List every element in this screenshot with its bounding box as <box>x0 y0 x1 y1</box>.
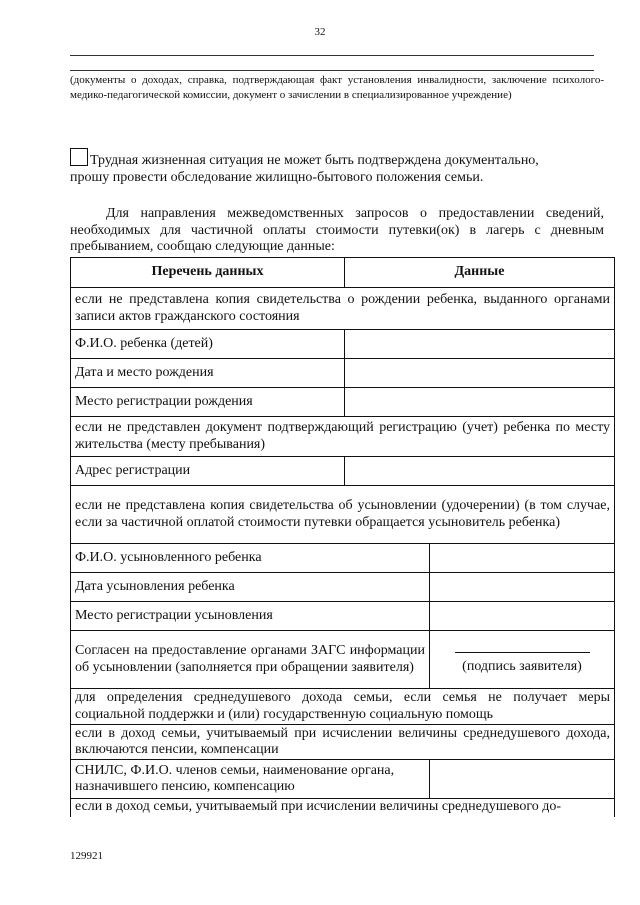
header-data-list: Перечень данных <box>71 258 345 288</box>
section-residence-text: если не представлен документ подтверждающий регистрацию (учет) ребенка по месту жительства (месту пребывания) <box>71 417 615 457</box>
table-row <box>71 457 615 486</box>
birth-date-place-label: Дата и место рождения <box>71 359 345 388</box>
child-name-label: Ф.И.О. ребенка (детей) <box>71 330 345 359</box>
section-pensions-text: если в доход семьи, учитываемый при исчислении величины среднедушевого дохода, включаются пенсии, компенсации <box>71 725 615 760</box>
adopted-child-name-field[interactable] <box>430 544 615 573</box>
signature-line <box>455 652 590 653</box>
registration-address-field[interactable] <box>345 457 615 486</box>
signature-caption: (подпись заявителя) <box>462 658 582 674</box>
hard-situation-text-line1: Трудная жизненная ситуация не может быть подтверждена документально, <box>90 153 539 168</box>
table-row <box>71 760 615 799</box>
section-birth-text: если не представлена копия свидетельства о рождении ребенка, выданного органами записи актов гражданского состояния <box>71 288 615 330</box>
section-row-birth <box>71 288 615 330</box>
intro-paragraph: Для направления межведомственных запросов о предоставлении сведений, необходимых для частичной оплаты стоимости путевки(ок) в лагерь с дневным пребыванием, сообщаю следующие данные: <box>70 206 604 254</box>
registration-address-label: Адрес регистрации <box>71 457 345 486</box>
snils-field[interactable] <box>430 760 615 799</box>
section-cut-text: если в доход семьи, учитываемый при исчислении величины среднедушевого до- <box>71 799 615 818</box>
top-fill-line <box>70 55 594 56</box>
adopted-child-name-label: Ф.И.О. усыновленного ребенка <box>71 544 430 573</box>
adoption-date-label: Дата усыновления ребенка <box>71 573 430 602</box>
table-header-row <box>71 258 615 288</box>
section-row-income <box>71 689 615 725</box>
hard-situation-text-line2: прошу провести обследование жилищно-бытового положения семьи. <box>70 170 484 185</box>
table-row <box>71 573 615 602</box>
page-number: 32 <box>314 26 326 38</box>
section-row-residence <box>71 417 615 457</box>
table-row <box>71 330 615 359</box>
hard-situation-checkbox[interactable] <box>70 148 88 166</box>
section-adoption-text: если не представлена копия свидетельства об усыновлении (удочерении) (в том случае, если за частичной оплатой стоимости путевки обращается усыновитель ребенка) <box>71 486 615 544</box>
table-row <box>71 602 615 631</box>
adoption-registration-place-label: Место регистрации усыновления <box>71 602 430 631</box>
adoption-consent-signature-cell[interactable] <box>430 631 615 689</box>
table-row <box>71 388 615 417</box>
documents-note: (документы о доходах, справка, подтверждающая факт установления инвалидности, заключение психолого-медико-педагогической комиссии, документ о зачислении в специализированное учреждение) <box>70 74 604 101</box>
header-data: Данные <box>345 258 615 288</box>
documents-fill-line <box>70 70 594 71</box>
section-row-adoption <box>71 486 615 544</box>
child-name-field[interactable] <box>345 330 615 359</box>
section-row-pensions <box>71 725 615 760</box>
section-row-cut <box>71 799 615 818</box>
footer-code: 129921 <box>70 850 103 862</box>
data-table <box>70 257 615 817</box>
adoption-consent-label: Согласен на предоставление органами ЗАГС информации об усыновлении (заполняется при обращении заявителя) <box>71 631 430 689</box>
table-row <box>71 544 615 573</box>
adoption-registration-place-field[interactable] <box>430 602 615 631</box>
snils-label: СНИЛС, Ф.И.О. членов семьи, наименование органа, назначившего пенсию, компенсацию <box>71 760 430 799</box>
section-income-text: для определения среднедушевого дохода семьи, если семья не получает меры социальной поддержки и (или) государственную социальную помощь <box>71 689 615 725</box>
adoption-date-field[interactable] <box>430 573 615 602</box>
birth-registration-place-label: Место регистрации рождения <box>71 388 345 417</box>
table-row <box>71 359 615 388</box>
birth-registration-place-field[interactable] <box>345 388 615 417</box>
birth-date-place-field[interactable] <box>345 359 615 388</box>
table-row <box>71 631 615 689</box>
